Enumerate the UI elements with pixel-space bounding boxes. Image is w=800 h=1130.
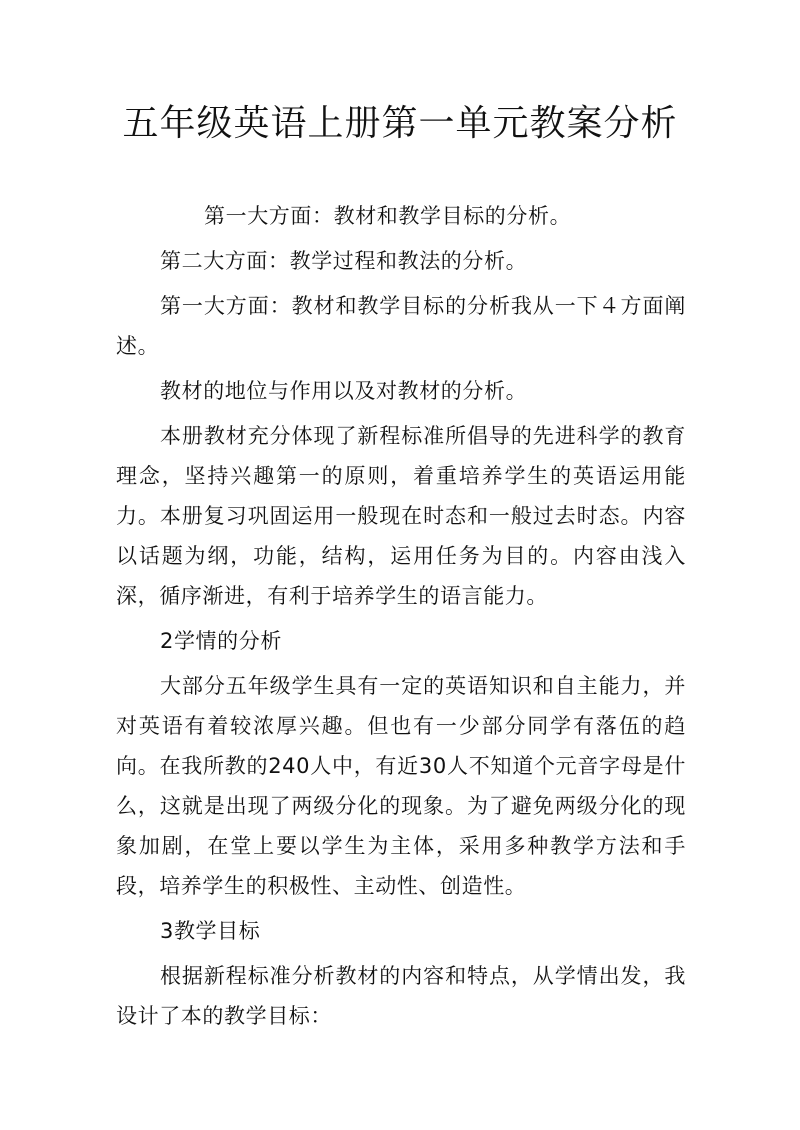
paragraph-part-one-intro: 第一大方面：教材和教学目标的分析我从一下４方面阐述。 [116, 294, 686, 358]
paragraph-textbook-analysis: 本册教材充分体现了新程标准所倡导的先进科学的教育理念，坚持兴趣第一的原则，着重培养学生的英语运用能力。本册复习巩固运用一般现在时态和一般过去时态。内容以话题为纲，功能，结构，运用任务为目的。内容由浅入深，循序渐进，有利于培养学生的语言能力。 [116, 424, 686, 608]
paragraph-heading-teaching-goals: 3教学目标 [160, 919, 261, 943]
paragraph-part-one-heading: 第一大方面：教材和教学目标的分析。 [204, 204, 572, 228]
document-body [116, 196, 686, 1041]
paragraph-student-analysis: 大部分五年级学生具有一定的英语知识和自主能力，并对英语有着较浓厚兴趣。但也有一少部分同学有落伍的趋向。在我所教的240人中，有近30人不知道个元音字母是什么，这就是出现了两级分化的现象。为了避免两级分化的现象加剧，在堂上要以学生为主体，采用多种教学方法和手段，培养学生的积极性、主动性、创造性。 [116, 674, 686, 898]
paragraph-textbook-role: 教材的地位与作用以及对教材的分析。 [160, 379, 528, 403]
paragraph-heading-student-analysis: 2学情的分析 [160, 629, 282, 653]
paragraph-part-two-heading: 第二大方面：教学过程和教法的分析。 [160, 249, 528, 273]
document-title: 五年级英语上册第一单元教案分析 [122, 103, 678, 144]
paragraph-teaching-goals: 根据新程标准分析教材的内容和特点，从学情出发，我设计了本的教学目标： [116, 964, 686, 1028]
